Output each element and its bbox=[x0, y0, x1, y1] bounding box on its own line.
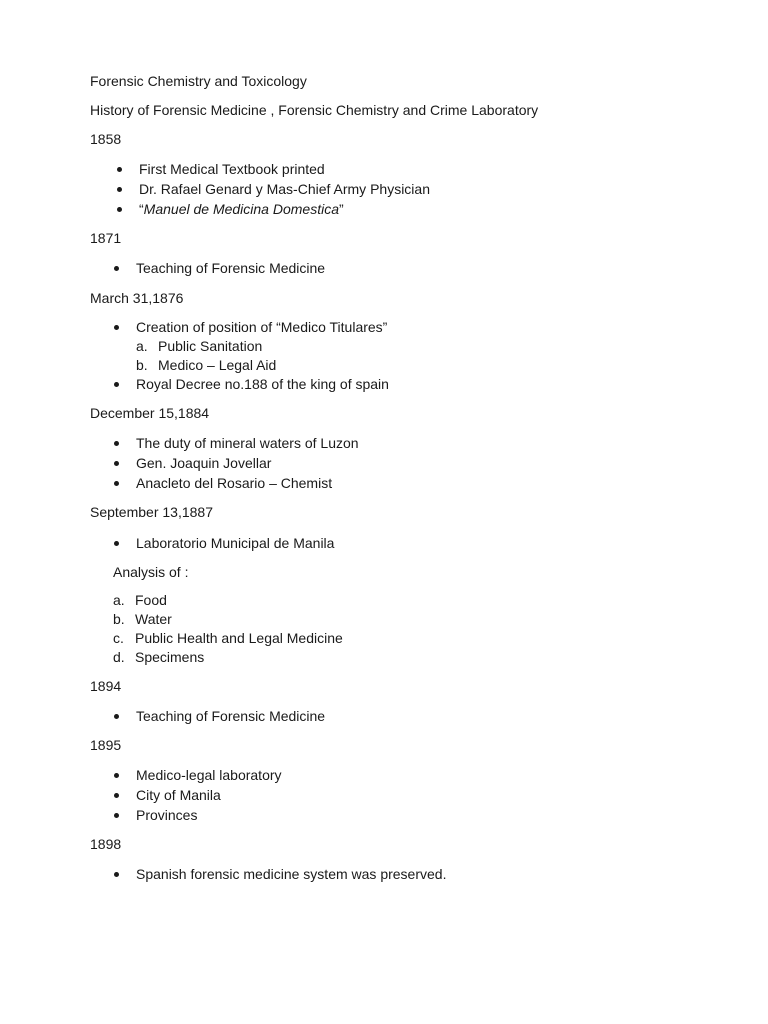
sub-list-text: Medico – Legal Aid bbox=[158, 357, 277, 373]
section-heading-1898: 1898 bbox=[90, 836, 122, 852]
sub-list-text: Public Sanitation bbox=[158, 338, 263, 354]
bullet-icon bbox=[114, 382, 119, 387]
sub-list-marker: a. bbox=[136, 338, 148, 354]
document-title: Forensic Chemistry and Toxicology bbox=[90, 73, 307, 89]
sub-list-text: Food bbox=[135, 592, 167, 608]
section-heading-1887: September 13,1887 bbox=[90, 504, 213, 520]
section-heading-1894: 1894 bbox=[90, 678, 122, 694]
bullet-icon bbox=[114, 481, 119, 486]
bullet-icon bbox=[117, 167, 122, 172]
sub-list-text: Water bbox=[135, 611, 172, 627]
close-quote: ” bbox=[339, 201, 344, 217]
sub-list-marker: a. bbox=[113, 592, 125, 608]
list-item-text bbox=[139, 200, 344, 218]
list-item-text: The duty of mineral waters of Luzon bbox=[136, 435, 359, 451]
sub-list-marker: d. bbox=[113, 649, 125, 665]
document-subtitle: History of Forensic Medicine , Forensic Chemistry and Crime Laboratory bbox=[90, 102, 539, 118]
bullet-icon bbox=[114, 325, 119, 330]
bullet-icon bbox=[114, 461, 119, 466]
sub-list-marker: b. bbox=[136, 357, 148, 373]
list-item-text: First Medical Textbook printed bbox=[139, 161, 325, 177]
bullet-icon bbox=[114, 541, 119, 546]
section-heading-1895: 1895 bbox=[90, 737, 122, 753]
bullet-icon bbox=[114, 872, 119, 877]
list-item-text: Spanish forensic medicine system was preserved. bbox=[136, 866, 447, 882]
list-item-text: Laboratorio Municipal de Manila bbox=[136, 535, 335, 551]
bullet-icon bbox=[117, 207, 122, 212]
section-heading-1884: December 15,1884 bbox=[90, 405, 210, 421]
bullet-icon bbox=[114, 813, 119, 818]
list-item-text: Teaching of Forensic Medicine bbox=[136, 260, 326, 276]
list-item-text: City of Manila bbox=[136, 787, 221, 803]
list-item-text: Royal Decree no.188 of the king of spain bbox=[136, 376, 389, 392]
list-item-text: Gen. Joaquin Jovellar bbox=[136, 455, 272, 471]
open-quote: “ bbox=[139, 201, 144, 217]
sub-list-text: Public Health and Legal Medicine bbox=[135, 630, 343, 646]
bullet-icon bbox=[114, 793, 119, 798]
list-item-text: Creation of position of “Medico Titulares” bbox=[136, 319, 388, 335]
sub-list-marker: b. bbox=[113, 611, 125, 627]
bullet-icon bbox=[114, 441, 119, 446]
list-item-text: Dr. Rafael Genard y Mas-Chief Army Physician bbox=[139, 181, 430, 197]
bullet-icon bbox=[117, 187, 122, 192]
list-item-text: Medico-legal laboratory bbox=[136, 767, 282, 783]
bullet-icon bbox=[114, 266, 119, 271]
list-item-text: Teaching of Forensic Medicine bbox=[136, 708, 326, 724]
book-title: Manuel de Medicina Domestica bbox=[143, 201, 339, 217]
list-item-text: Provinces bbox=[136, 807, 198, 823]
bullet-icon bbox=[114, 773, 119, 778]
section-heading-1876: March 31,1876 bbox=[90, 290, 184, 306]
list-item-text: Anacleto del Rosario – Chemist bbox=[136, 475, 333, 491]
section-heading-1871: 1871 bbox=[90, 230, 122, 246]
section-heading-1858: 1858 bbox=[90, 131, 122, 147]
sub-list-marker: c. bbox=[113, 630, 124, 646]
bullet-icon bbox=[114, 714, 119, 719]
analysis-label: Analysis of : bbox=[113, 564, 189, 580]
sub-list-text: Specimens bbox=[135, 649, 205, 665]
